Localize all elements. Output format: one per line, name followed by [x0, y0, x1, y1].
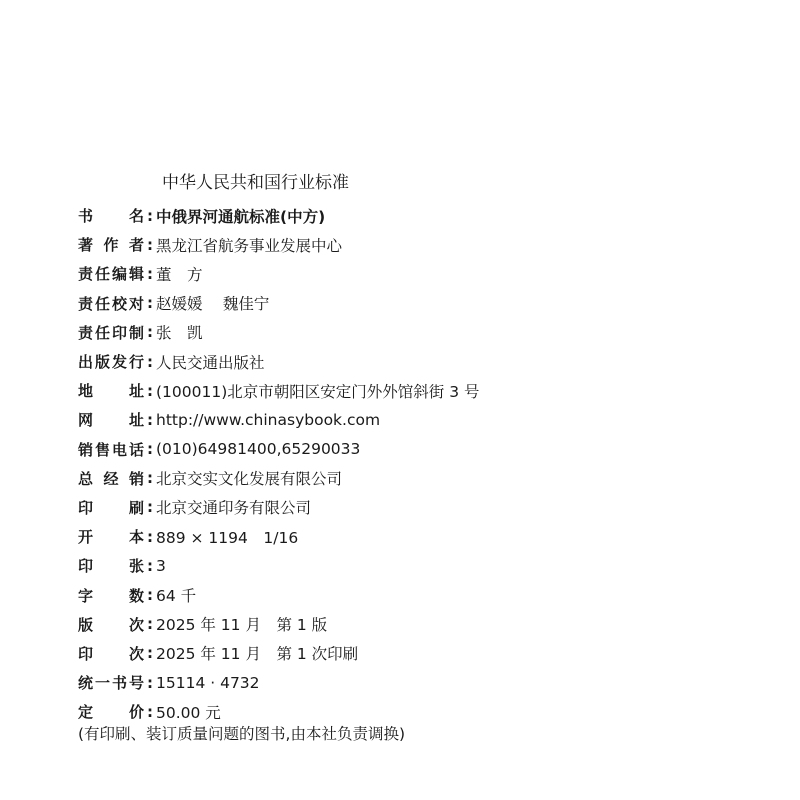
- info-row: [78, 347, 778, 376]
- field-label: [78, 439, 144, 460]
- field-label: [78, 234, 144, 255]
- field-label: [78, 468, 144, 489]
- field-colon: :: [147, 235, 153, 254]
- field-value: 50.00 元: [156, 703, 221, 722]
- field-colon: :: [147, 440, 153, 459]
- field-value: http://www.chinasybook.com: [156, 410, 381, 429]
- field-label-char: 任: [94, 294, 110, 313]
- field-label-char: 次: [128, 644, 144, 663]
- field-label-char: 售: [94, 440, 110, 459]
- field-value: 北京交通印务有限公司: [156, 499, 312, 518]
- field-label-char: 任: [94, 265, 110, 284]
- info-row: [78, 201, 778, 230]
- field-label-char: 电: [111, 440, 127, 459]
- field-label-char: 总: [78, 469, 94, 488]
- field-label-char: 开: [78, 528, 94, 547]
- field-value: 董 方: [156, 265, 203, 284]
- field-value: 人民交通出版社: [156, 353, 265, 372]
- field-value: 2025 年 11 月 第 1 版: [156, 616, 328, 635]
- field-colon: :: [147, 264, 153, 283]
- field-value: 3: [156, 556, 166, 575]
- field-label: [78, 409, 144, 430]
- quality-note: (有印刷、装订质量问题的图书,由本社负责调换): [78, 725, 406, 743]
- field-label: [78, 322, 144, 343]
- field-label: [78, 293, 144, 314]
- field-label-char: 书: [111, 674, 127, 693]
- field-label: [78, 380, 144, 401]
- info-row: [78, 376, 778, 405]
- field-colon: :: [147, 615, 153, 634]
- field-label: [78, 205, 144, 226]
- field-value: 64 千: [156, 587, 197, 606]
- field-label-char: 号: [128, 674, 144, 693]
- field-colon: :: [147, 702, 153, 721]
- field-value: 889 × 1194 1/16: [156, 528, 299, 547]
- field-label-char: 印: [78, 498, 94, 517]
- field-label-char: 责: [78, 294, 94, 313]
- field-colon: :: [147, 644, 153, 663]
- field-label-char: 著: [78, 236, 94, 255]
- field-colon: :: [147, 381, 153, 400]
- field-label-char: 统: [78, 674, 94, 693]
- field-label: [78, 643, 144, 664]
- field-label-char: 书: [78, 207, 94, 226]
- field-colon: :: [147, 527, 153, 546]
- field-label: [78, 585, 144, 606]
- field-label: [78, 701, 144, 722]
- field-colon: :: [147, 323, 153, 342]
- field-colon: :: [147, 498, 153, 517]
- field-label-char: 责: [78, 323, 94, 342]
- field-colon: :: [147, 206, 153, 225]
- field-colon: :: [147, 556, 153, 575]
- info-row: [78, 668, 778, 697]
- field-label-char: 张: [128, 557, 144, 576]
- field-value: 15114 · 4732: [156, 673, 260, 692]
- field-label-char: 次: [128, 615, 144, 634]
- field-label-char: 址: [128, 382, 144, 401]
- info-row: [78, 259, 778, 288]
- info-row: [78, 289, 778, 318]
- field-label-char: 印: [78, 644, 94, 663]
- field-label-char: 刷: [128, 498, 144, 517]
- field-label-char: 对: [128, 294, 144, 313]
- field-colon: :: [147, 673, 153, 692]
- field-label-char: 辑: [128, 265, 144, 284]
- field-colon: :: [147, 469, 153, 488]
- field-label-char: 发: [111, 353, 127, 372]
- field-value: 2025 年 11 月 第 1 次印刷: [156, 645, 359, 664]
- field-label-char: 数: [128, 586, 144, 605]
- field-label-char: 话: [128, 440, 144, 459]
- field-label-char: 定: [78, 703, 94, 722]
- field-label-char: 行: [128, 353, 144, 372]
- info-row: [78, 318, 778, 347]
- field-label-char: 制: [128, 323, 144, 342]
- field-label-char: 版: [78, 615, 94, 634]
- field-label: [78, 263, 144, 284]
- field-value: (010)64981400,65290033: [156, 440, 361, 459]
- field-label-char: 销: [78, 440, 94, 459]
- info-row: [78, 230, 778, 259]
- field-label-char: 者: [128, 236, 144, 255]
- info-row: [78, 493, 778, 522]
- info-row: [78, 464, 778, 493]
- field-label-char: 编: [111, 265, 127, 284]
- field-label-char: 经: [103, 469, 119, 488]
- field-value: 中俄界河通航标准(中方): [156, 207, 326, 226]
- info-row: [78, 610, 778, 639]
- field-value: 北京交实文化发展有限公司: [156, 470, 343, 489]
- field-label-char: 名: [128, 207, 144, 226]
- field-label: [78, 614, 144, 635]
- field-colon: :: [147, 586, 153, 605]
- field-label-char: 本: [128, 528, 144, 547]
- field-colon: :: [147, 294, 153, 313]
- field-label-char: 址: [128, 411, 144, 430]
- field-label: [78, 555, 144, 576]
- field-label-char: 校: [111, 294, 127, 313]
- info-row: [78, 639, 778, 668]
- field-label-char: 出: [78, 353, 94, 372]
- field-label-char: 印: [111, 323, 127, 342]
- field-label: [78, 351, 144, 372]
- info-row: [78, 435, 778, 464]
- field-label: [78, 497, 144, 518]
- field-colon: :: [147, 410, 153, 429]
- field-label: [78, 672, 144, 693]
- field-label-char: 印: [78, 557, 94, 576]
- field-value: 黑龙江省航务事业发展中心: [156, 236, 343, 255]
- field-label-char: 销: [128, 469, 144, 488]
- field-colon: :: [147, 352, 153, 371]
- series-title: 中华人民共和国行业标准: [162, 173, 349, 193]
- field-label-char: 责: [78, 265, 94, 284]
- field-label-char: 作: [103, 236, 119, 255]
- info-row: [78, 551, 778, 580]
- field-value: (100011)北京市朝阳区安定门外外馆斜街 3 号: [156, 382, 480, 401]
- field-label-char: 地: [78, 382, 94, 401]
- publication-info-list: [78, 201, 778, 726]
- field-value: 赵媛媛 魏佳宁: [156, 295, 270, 314]
- info-row: [78, 405, 778, 434]
- field-label-char: 版: [94, 353, 110, 372]
- field-label: [78, 526, 144, 547]
- field-value: 张 凯: [156, 324, 203, 343]
- field-label-char: 网: [78, 411, 94, 430]
- field-label-char: 一: [94, 674, 110, 693]
- info-row: [78, 580, 778, 609]
- field-label-char: 任: [94, 323, 110, 342]
- field-label-char: 价: [128, 703, 144, 722]
- field-label-char: 字: [78, 586, 94, 605]
- info-row: [78, 522, 778, 551]
